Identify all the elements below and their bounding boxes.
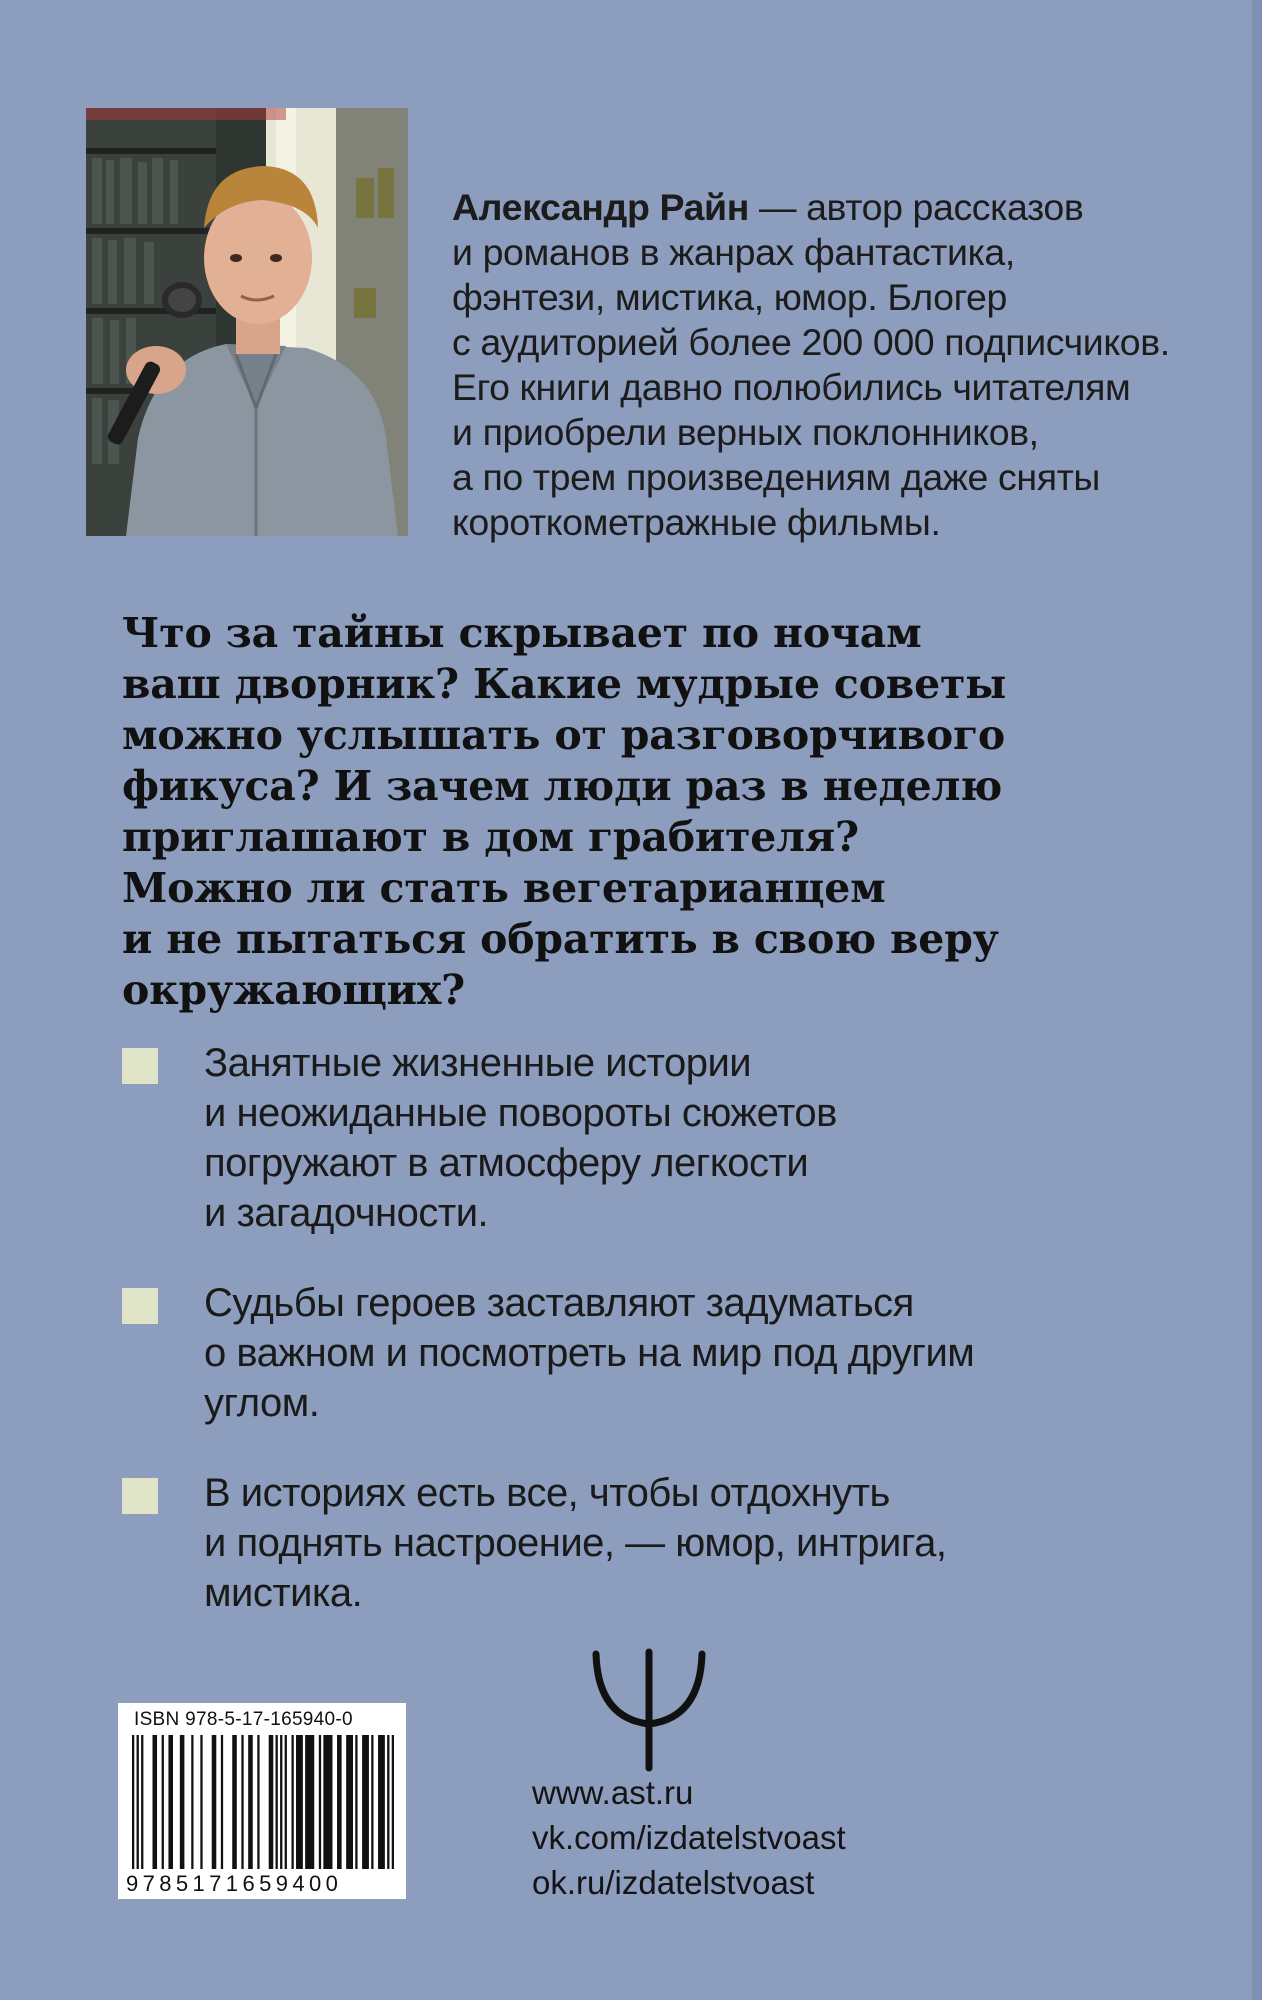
bio-line-1: Александр Райн — автор рассказов — [452, 186, 1084, 228]
bio-line-7: а по трем произведениям даже сняты — [452, 456, 1100, 498]
bullet-square-icon — [122, 1478, 158, 1514]
barcode-bar — [241, 1735, 243, 1869]
psi-icon — [590, 1648, 708, 1772]
barcode-bar — [212, 1735, 217, 1869]
teaser-line: окружающих? — [122, 966, 465, 1014]
barcode-bar — [280, 1735, 282, 1869]
isbn-barcode — [118, 1703, 406, 1899]
barcode-bar — [180, 1735, 185, 1869]
teaser-line: ваш дворник? Какие мудрые советы — [122, 660, 1007, 708]
barcode-bar — [141, 1735, 143, 1869]
bullet-line: и загадочности. — [204, 1191, 489, 1235]
author-bio — [452, 185, 1212, 545]
barcode-bar — [132, 1735, 134, 1869]
barcode-bar — [153, 1735, 158, 1869]
barcode-bar — [137, 1735, 139, 1869]
teaser-line: приглашают в дом грабителя? — [122, 813, 859, 861]
bullet-line: и неожиданные повороты сюжетов — [204, 1091, 837, 1135]
bullet-text — [204, 1278, 974, 1428]
isbn-digits: 9785171659400 — [126, 1871, 343, 1896]
barcode-bar — [378, 1735, 385, 1869]
barcode-bar — [319, 1735, 321, 1869]
bullet-square-icon — [122, 1048, 158, 1084]
barcode-bar — [346, 1735, 353, 1869]
barcode-bar — [296, 1735, 303, 1869]
barcode-bar — [200, 1735, 202, 1869]
bullet-line: В историях есть все, чтобы отдохнуть — [204, 1471, 890, 1515]
barcode-bar — [291, 1735, 293, 1869]
barcode-bar — [305, 1735, 314, 1869]
bullet-line: и поднять настроение, — юмор, интрига, — [204, 1521, 947, 1565]
bio-line-3: фэнтези, мистика, юмор. Блогер — [452, 276, 1007, 318]
bio-line-8: короткометражные фильмы. — [452, 501, 941, 543]
barcode-bar — [285, 1735, 287, 1869]
barcode-bar — [355, 1735, 357, 1869]
link-vk[interactable]: vk.com/izdatelstvoast — [532, 1819, 846, 1856]
barcode-bar — [276, 1735, 278, 1869]
barcode-bar — [221, 1735, 223, 1869]
barcode-bar — [232, 1735, 237, 1869]
bullet-line: Занятные жизненные истории — [204, 1041, 752, 1085]
bio-line-6: и приобрели верных поклонников, — [452, 411, 1039, 453]
author-name: Александр Райн — [452, 186, 749, 228]
barcode-bar — [257, 1735, 259, 1869]
barcode-bar — [337, 1735, 342, 1869]
barcode-bar — [168, 1735, 173, 1869]
bio-line-2: и романов в жанрах фантастика, — [452, 231, 1015, 273]
bullet-square-icon — [122, 1288, 158, 1324]
bio-line-5: Его книги давно полюбились читателям — [452, 366, 1131, 408]
publisher-links — [532, 1770, 846, 1905]
bullet-line: углом. — [204, 1381, 320, 1425]
teaser-questions — [122, 608, 1162, 1016]
teaser-line: фикуса? И зачем люди раз в неделю — [122, 762, 1003, 810]
link-website[interactable]: www.ast.ru — [532, 1774, 694, 1811]
author-photo — [86, 108, 408, 536]
bullet-line: погружают в атмосферу легкости — [204, 1141, 809, 1185]
bullet-text — [204, 1038, 837, 1238]
bullet-line: мистика. — [204, 1571, 363, 1615]
teaser-line: Можно ли стать вегетарианцем — [122, 864, 886, 912]
isbn-label: ISBN 978-5-17-165940-0 — [134, 1709, 353, 1730]
bullet-text — [204, 1468, 946, 1618]
teaser-line: можно услышать от разговорчивого — [122, 711, 1006, 759]
barcode-bars — [132, 1735, 394, 1869]
bio-line-4: с аудиторией более 200 000 подписчиков. — [452, 321, 1170, 363]
barcode-bar — [371, 1735, 373, 1869]
teaser-line: и не пытаться обратить в свою веру — [122, 915, 999, 963]
barcode-bar — [191, 1735, 193, 1869]
cover-edge-strip — [1252, 0, 1262, 2000]
barcode-bar — [323, 1735, 332, 1869]
bullet-line: Судьбы героев заставляют задуматься — [204, 1281, 914, 1325]
barcode-bar — [248, 1735, 253, 1869]
bullet-line: о важном и посмотреть на мир под другим — [204, 1331, 975, 1375]
barcode-bar — [162, 1735, 164, 1869]
teaser-line: Что за тайны скрывает по ночам — [122, 609, 922, 657]
barcode-bar — [269, 1735, 274, 1869]
barcode-bar — [387, 1735, 389, 1869]
barcode-bar — [362, 1735, 369, 1869]
link-ok[interactable]: ok.ru/izdatelstvoast — [532, 1864, 815, 1901]
barcode-bar — [392, 1735, 394, 1869]
